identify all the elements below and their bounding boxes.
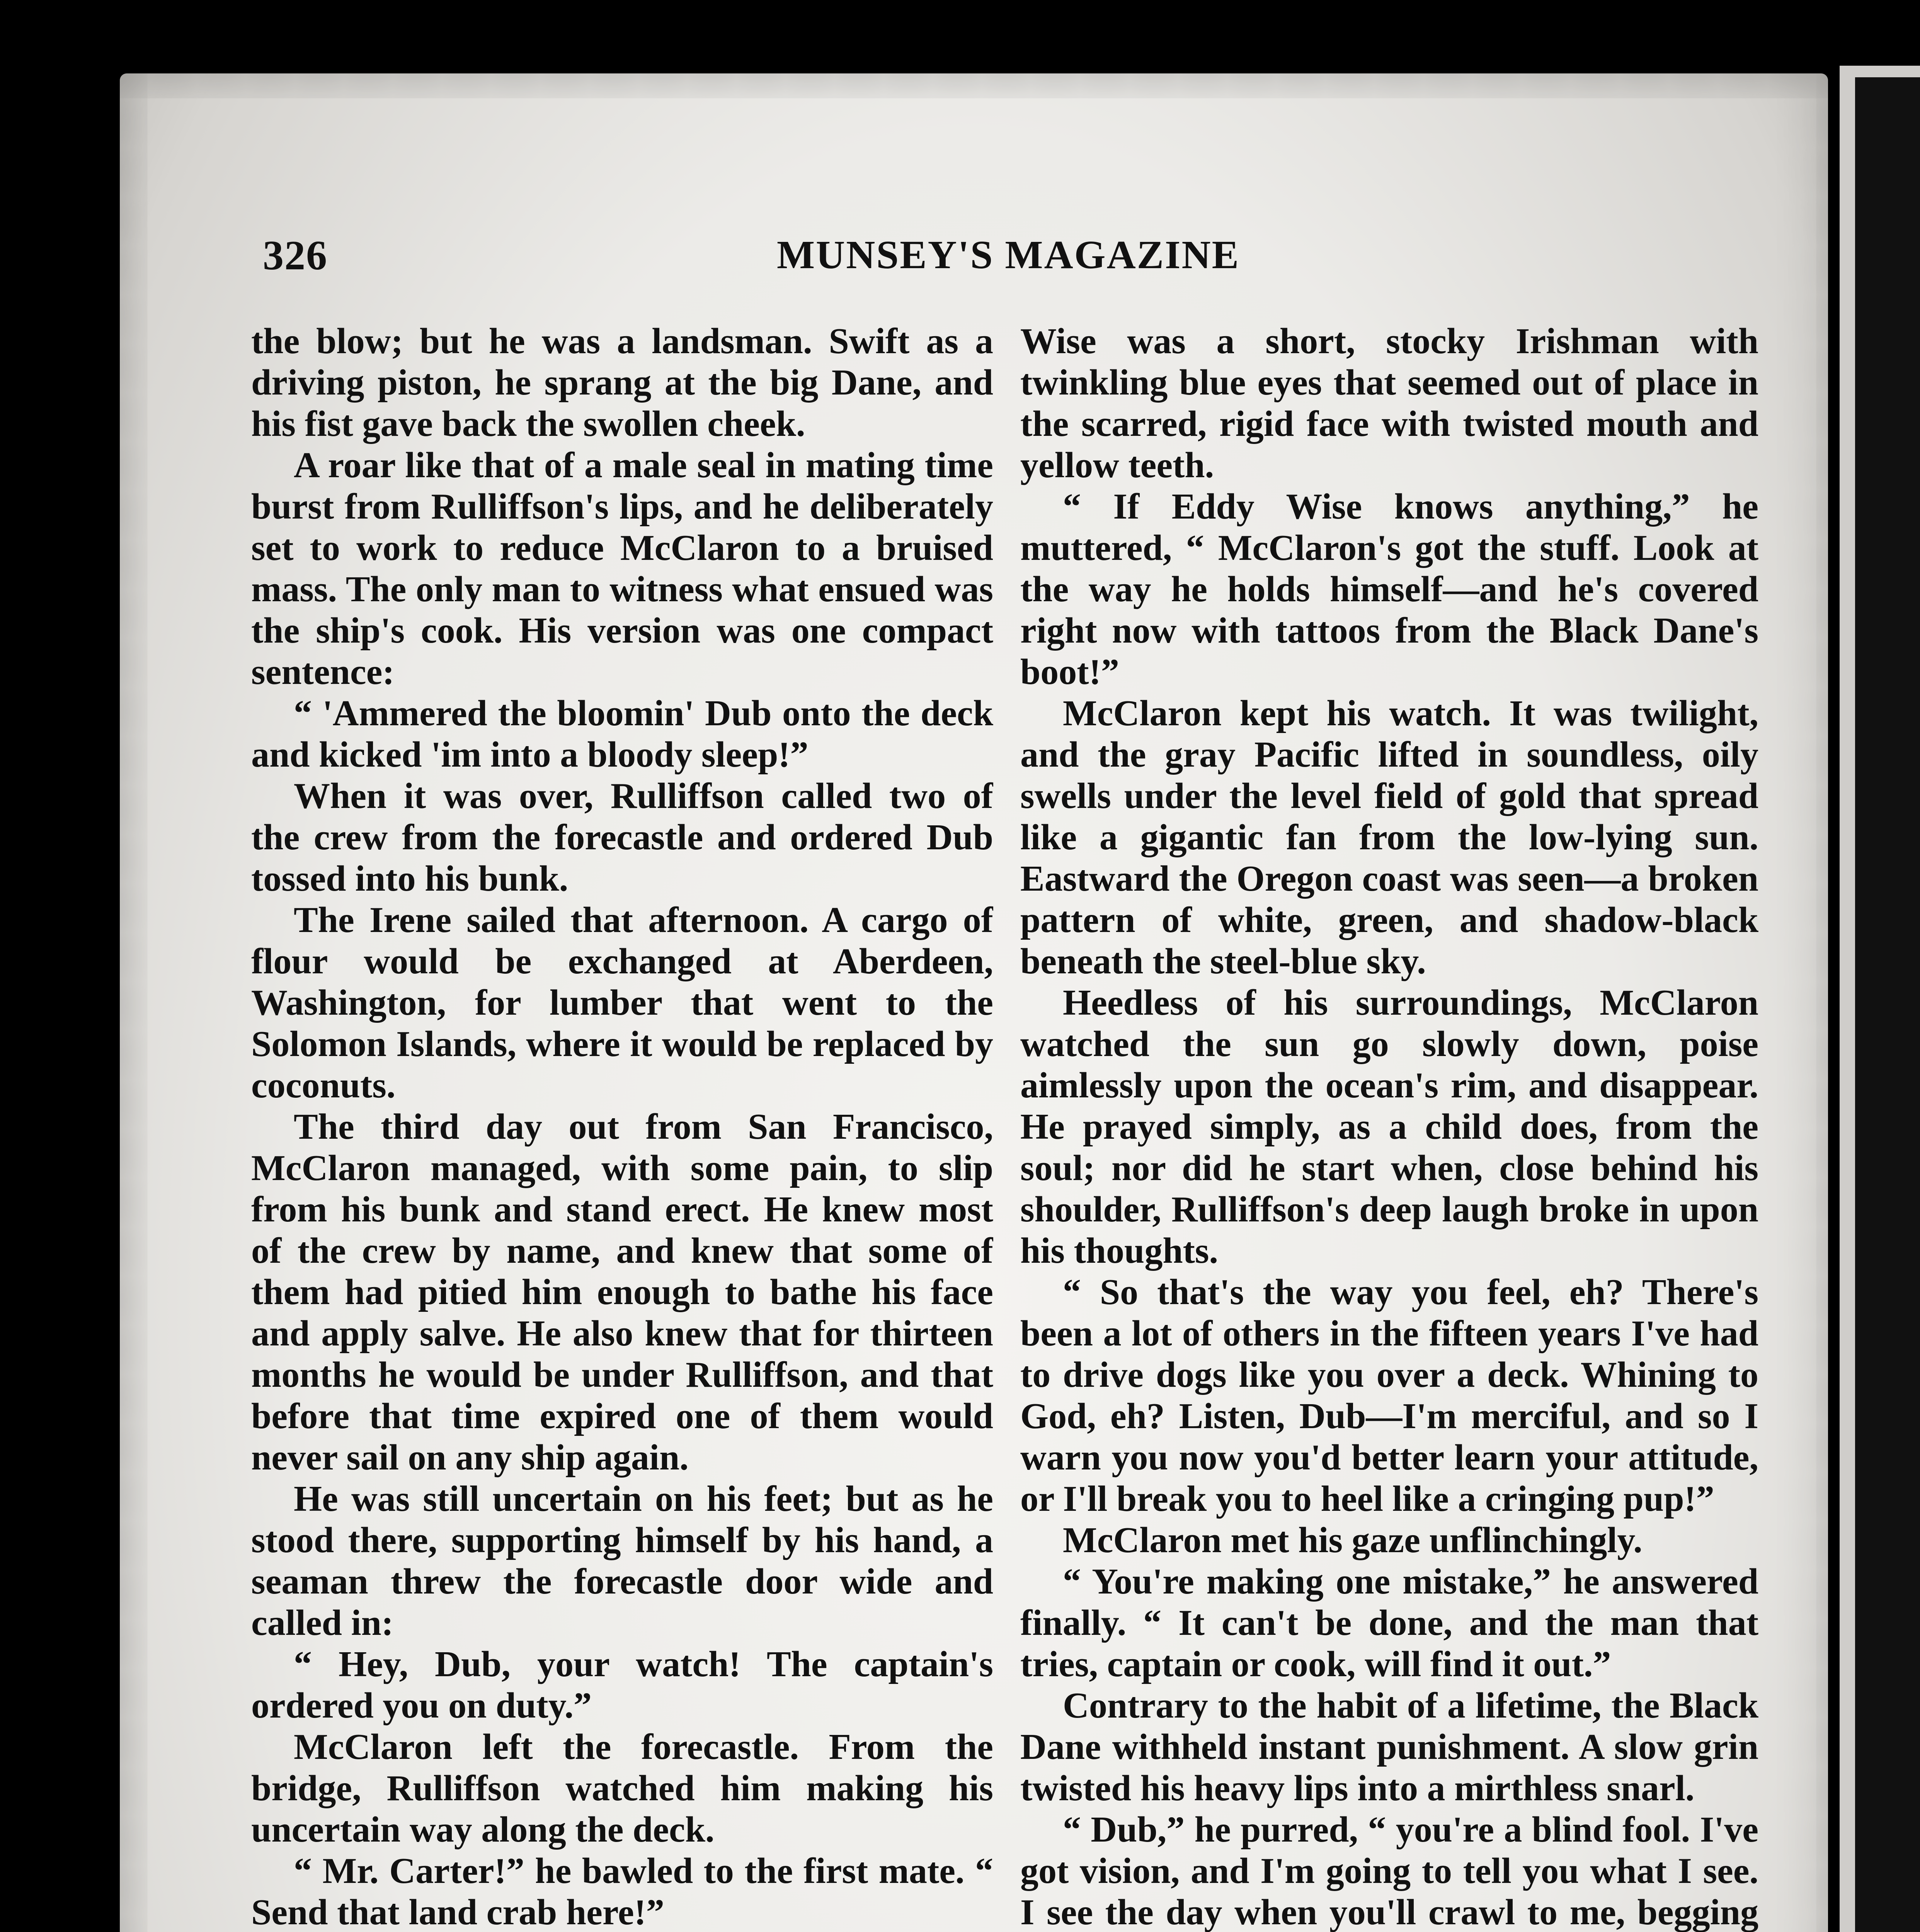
paragraph: A roar like that of a male seal in mating time burst from Rulliffson's lips, and he deliberately set to work to reduce McClaron to a bruised mass. The only man to witness what ensued was the ship's cook. His version was one compact sentence: bbox=[251, 445, 993, 692]
paragraph: McClaron left the forecastle. From the bridge, Rulliffson watched him making his uncertain way along the deck. bbox=[251, 1727, 993, 1850]
paragraph: “ Mr. Carter!” he bawled to the first mate. “ Send that land crab here!” bbox=[251, 1851, 993, 1932]
paragraph: The third day out from San Francisco, McClaron managed, with some pain, to slip from his bunk and stand erect. He knew most of the crew by name, and knew that some of them had pitied him enough to bathe his face and apply salve. He also knew that for thirteen months he would be under Rulliffson, and that before that time expired one of them would never sail on any ship again. bbox=[251, 1107, 993, 1478]
paragraph: “ If Eddy Wise knows anything,” he muttered, “ McClaron's got the stuff. Look at the way he holds himself—and he's covered right now with tattoos from the Black Dane's boot!” bbox=[1020, 486, 1758, 692]
paragraph: McClaron kept his watch. It was twilight, and the gray Pacific lifted in soundless, oily swells under the level field of gold that spread like a gigantic fan from the low-lying sun. Eastward the Oregon coast was seen—a broken pattern of white, green, and shadow-black beneath the steel-blue sky. bbox=[1020, 693, 1758, 981]
running-head: MUNSEY'S MAGAZINE bbox=[777, 233, 1240, 277]
page-number: 326 bbox=[263, 233, 328, 279]
paragraph: “ Dub,” he purred, “ you're a blind fool. I've got vision, and I'm going to tell you what I see. I see the day when you'll crawl to me, begging bbox=[1020, 1810, 1758, 1932]
left-column bbox=[251, 321, 993, 1932]
paragraph: Wise was a short, stocky Irishman with twinkling blue eyes that seemed out of place in the scarred, rigid face with twisted mouth and yellow teeth. bbox=[1020, 321, 1758, 485]
page-header bbox=[263, 232, 1743, 286]
paragraph: the blow; but he was a landsman. Swift as a driving piston, he sprang at the big Dane, and his fist gave back the swollen cheek. bbox=[251, 321, 993, 444]
paragraph: Contrary to the habit of a lifetime, the Black Dane withheld instant punishment. A slow grin twisted his heavy lips into a mirthless snarl. bbox=[1020, 1685, 1758, 1808]
paragraph: He was still uncertain on his feet; but as he stood there, supporting himself by his hand, a seaman threw the forecastle door wide and called in: bbox=[251, 1479, 993, 1643]
paragraph: When it was over, Rulliffson called two of the crew from the forecastle and ordered Dub tossed into his bunk. bbox=[251, 776, 993, 899]
paragraph: McClaron met his gaze unflinchingly. bbox=[1063, 1520, 1643, 1560]
paragraph: “ So that's the way you feel, eh? There's been a lot of others in the fifteen years I've had to drive dogs like you over a deck. Whining to God, eh? Listen, Dub—I'm merciful, and so I warn you now you'd better learn your attitude, or I'll break you to heel like a cringing pup!” bbox=[1020, 1272, 1758, 1519]
right-column bbox=[1020, 321, 1758, 1932]
paragraph: “ You're making one mistake,” he answered finally. “ It can't be done, and the man that tries, captain or cook, will find it out.” bbox=[1020, 1561, 1758, 1684]
paragraph: Heedless of his surroundings, McClaron watched the sun go slowly down, poise aimlessly upon the ocean's rim, and disappear. He prayed simply, as a child does, from the soul; nor did he start when, close behind his shoulder, Rulliffson's deep laugh broke in upon his thoughts. bbox=[1020, 983, 1758, 1271]
paragraph: “ Hey, Dub, your watch! The captain's ordered you on duty.” bbox=[251, 1644, 993, 1726]
binding-shadow bbox=[1855, 77, 1920, 1932]
paragraph: “ 'Ammered the bloomin' Dub onto the deck and kicked 'im into a bloody sleep!” bbox=[251, 693, 993, 775]
paragraph: The Irene sailed that afternoon. A cargo of flour would be exchanged at Aberdeen, Washington, for lumber that went to the Solomon Islands, where it would be replaced by coconuts. bbox=[251, 900, 993, 1105]
